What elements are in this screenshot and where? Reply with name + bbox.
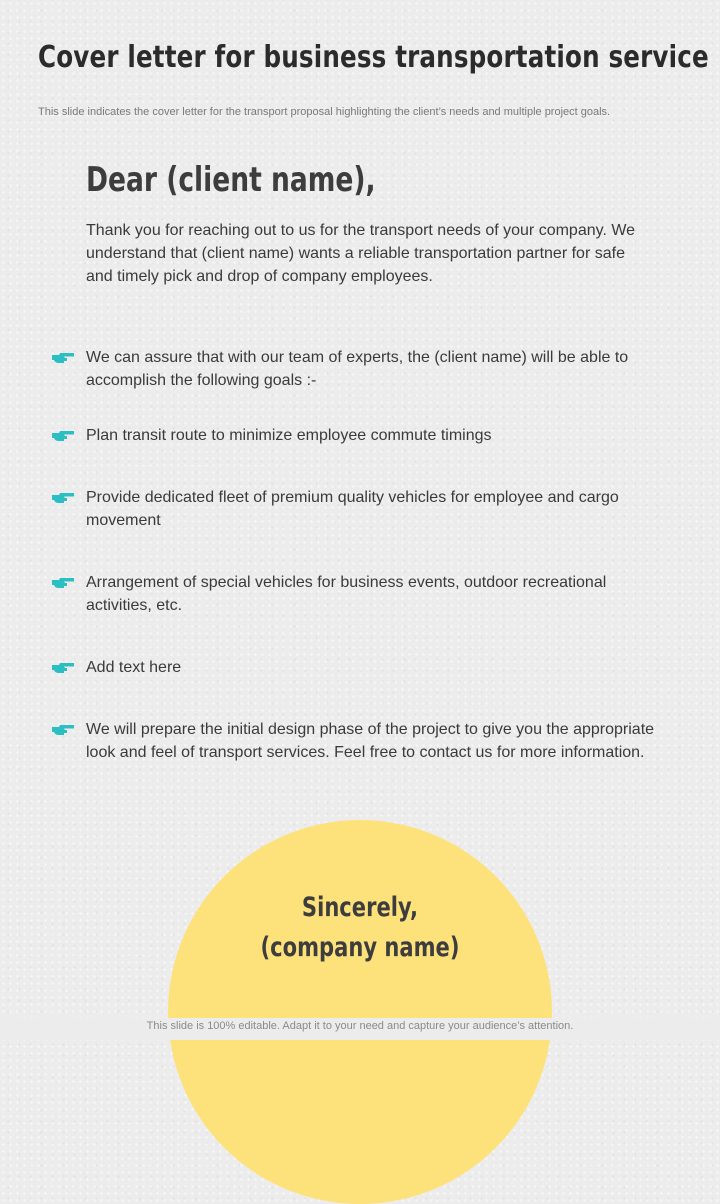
bullet-item [50,347,670,392]
bullet-text: Provide dedicated fleet of premium quality vehicles for employee and cargo movement [86,489,619,529]
pointing-hand-icon [50,428,76,444]
page-title: Cover letter for business transportation service [38,40,709,75]
closing-sincerely: Sincerely, [301,892,419,923]
pointing-hand-icon [50,660,76,676]
bullet-item [50,572,670,617]
closing-semicircle [168,820,552,1204]
closing-company-name: (company name) [260,932,460,963]
bullet-item [50,487,670,532]
letter-intro: Thank you for reaching out to us for the transport needs of your company. We understand that (client name) wants a reliable transportation partner for safe and timely pick and drop of company employees. [86,222,636,285]
pointing-hand-icon [50,350,76,366]
bullet-text: We can assure that with our team of experts, the (client name) will be able to accomplish the following goals :- [86,349,629,389]
bullet-item [50,425,670,448]
letter-closing [168,888,552,968]
page-subtitle: This slide indicates the cover letter for the transport proposal highlighting the client’s needs and multiple project goals. [38,106,611,118]
pointing-hand-icon [50,490,76,506]
footer-note: This slide is 100% editable. Adapt it to your need and capture your audience’s attention. [0,1018,720,1040]
bullet-item [50,657,670,680]
bullet-text: Plan transit route to minimize employee commute timings [86,427,492,444]
bullet-item [50,719,670,764]
bullet-text: Arrangement of special vehicles for business events, outdoor recreational activities, etc. [86,574,607,614]
bullet-text: We will prepare the initial design phase of the project to give you the appropriate look and feel of transport services. Feel free to contact us for more information. [86,721,655,761]
pointing-hand-icon [50,575,76,591]
letter-greeting: Dear (client name), [86,160,376,200]
bullet-text: Add text here [86,659,182,676]
pointing-hand-icon [50,722,76,738]
